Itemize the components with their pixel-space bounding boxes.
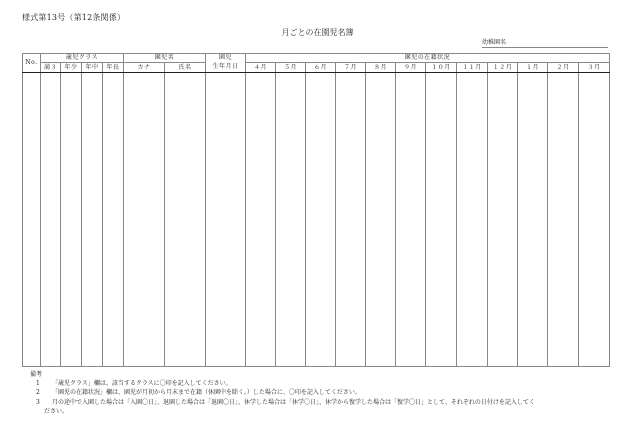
header-month-jan: １月: [518, 63, 548, 73]
note-item: 2 「園児の在籍状況」欄は、園児が月初から月末まで在籍（休園中を除く。）した場合に、〇印を記入してください。: [36, 389, 361, 397]
kindergarten-name-field[interactable]: [482, 37, 608, 48]
header-kana: カナ: [124, 63, 165, 73]
header-class-nencho: 年長: [103, 63, 124, 73]
header-class-nensho: 年少: [61, 63, 82, 73]
cell-month-apr[interactable]: [246, 73, 276, 367]
notes-heading: 備考: [30, 371, 43, 378]
header-month-sep: ９月: [396, 63, 426, 73]
cell-month-jul[interactable]: [336, 73, 366, 367]
notes-section: [30, 370, 535, 416]
note-item: 3 月の途中で入園した場合は「入園〇日」、退園した場合は「退園〇日」、休学した場合は「休学〇日」、休学から復学した場合は「復学〇日」として、それぞれの日付けを記入してく: [36, 398, 535, 406]
cell-class-man3[interactable]: [41, 73, 61, 367]
header-birth-top: 園児: [206, 54, 246, 63]
cell-class-nencho[interactable]: [103, 73, 124, 367]
header-month-feb: ２月: [548, 63, 579, 73]
cell-month-jan[interactable]: [518, 73, 548, 367]
header-enrollment: 園児の在籍状況: [246, 54, 610, 63]
header-month-dec: １２月: [488, 63, 518, 73]
header-class-man3: 満３: [41, 63, 61, 73]
header-class-nenchu: 年中: [82, 63, 103, 73]
header-month-oct: １０月: [426, 63, 457, 73]
roster-table: [22, 53, 610, 367]
header-month-may: ５月: [276, 63, 306, 73]
cell-month-aug[interactable]: [366, 73, 396, 367]
cell-full-name[interactable]: [165, 73, 206, 367]
header-age-class: 歳児クラス: [41, 54, 124, 63]
header-month-jun: ６月: [306, 63, 336, 73]
form-number: 様式第13号（第12条関係）: [22, 13, 126, 22]
header-month-mar: ３月: [579, 63, 610, 73]
header-full-name: 氏名: [165, 63, 206, 73]
cell-no[interactable]: [23, 73, 41, 367]
cell-month-may[interactable]: [276, 73, 306, 367]
header-month-jul: ７月: [336, 63, 366, 73]
header-month-apr: ４月: [246, 63, 276, 73]
cell-class-nenchu[interactable]: [82, 73, 103, 367]
document-title: 月ごとの在園児名簿: [281, 28, 354, 37]
header-birthdate: 生年月日: [206, 63, 246, 73]
cell-class-nensho[interactable]: [61, 73, 82, 367]
kindergarten-name-label: 幼稚園名: [482, 39, 507, 46]
header-child-name: 園児名: [124, 54, 206, 63]
cell-month-dec[interactable]: [488, 73, 518, 367]
cell-month-mar[interactable]: [579, 73, 610, 367]
cell-month-jun[interactable]: [306, 73, 336, 367]
note-continuation: ださい。: [44, 407, 69, 415]
cell-kana[interactable]: [124, 73, 165, 367]
cell-month-oct[interactable]: [426, 73, 457, 367]
header-no: No.: [23, 54, 41, 73]
header-month-nov: １１月: [457, 63, 488, 73]
table-row: [23, 73, 610, 367]
cell-month-feb[interactable]: [548, 73, 579, 367]
cell-month-sep[interactable]: [396, 73, 426, 367]
header-month-aug: ８月: [366, 63, 396, 73]
cell-month-nov[interactable]: [457, 73, 488, 367]
note-item: 1 「歳児クラス」欄は、該当するクラスに〇印を記入してください。: [36, 380, 232, 388]
cell-birthdate[interactable]: [206, 73, 246, 367]
